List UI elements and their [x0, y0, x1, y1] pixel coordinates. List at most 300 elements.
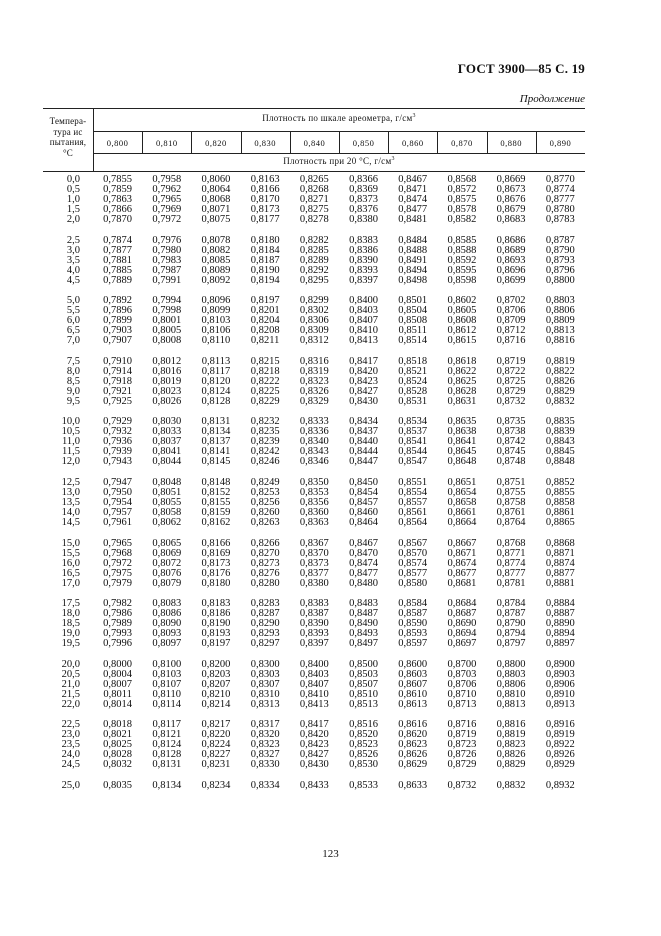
- density-cell: 0,8044: [152, 456, 182, 468]
- density-cell: 0,7954: [103, 496, 133, 508]
- density-cell: 0,8725: [496, 375, 526, 387]
- density-cell: 0,8629: [398, 759, 428, 771]
- temperature-cell: 9,0: [66, 385, 80, 397]
- temperature-cell: 23,0: [61, 729, 80, 741]
- density-cell: 0,8826: [496, 749, 526, 761]
- density-cell: 0,7939: [103, 446, 133, 458]
- density-cell: 0,8148: [201, 476, 231, 488]
- row-group: [43, 599, 585, 649]
- density-cell: 0,8608: [447, 315, 477, 327]
- density-cell: 0,8694: [447, 628, 477, 640]
- density-cell: 0,8235: [250, 426, 280, 438]
- density-cell: 0,8265: [299, 174, 329, 185]
- density-cell: 0,8190: [250, 264, 280, 276]
- density-cell: 0,8819: [545, 355, 575, 367]
- density-cell: 0,7989: [103, 618, 133, 630]
- temperature-cell: 5,0: [66, 295, 80, 307]
- density-cell: 0,8163: [250, 174, 280, 185]
- density-cell: 0,8661: [447, 506, 477, 518]
- density-cell: 0,8092: [201, 274, 231, 286]
- density-cell: 0,8340: [299, 436, 329, 448]
- density-cell: 0,8007: [103, 678, 133, 690]
- density-cell: 0,8440: [349, 436, 378, 448]
- temperature-cell: 18,0: [61, 608, 80, 620]
- density-cell: 0,8501: [398, 295, 428, 307]
- density-cell: 0,8816: [545, 335, 575, 347]
- density-cell: 0,8217: [201, 719, 231, 731]
- density-cell: 0,8477: [349, 567, 378, 579]
- density-cell: 0,8016: [152, 365, 182, 377]
- temperature-cell: 10,0: [61, 416, 80, 428]
- temperature-cell: 16,0: [61, 557, 80, 569]
- density-cell: 0,8806: [496, 678, 526, 690]
- density-cell: 0,8303: [250, 668, 280, 680]
- density-cell: 0,8297: [250, 638, 280, 650]
- table-header: [43, 108, 585, 172]
- temperature-cell: 7,5: [66, 355, 80, 367]
- density-cell: 0,8881: [545, 577, 575, 589]
- table-body: [43, 175, 585, 802]
- temperature-cell: 3,0: [66, 244, 80, 256]
- page-header-title: ГОСТ 3900—85 С. 19: [457, 61, 585, 76]
- density-cell: 0,8633: [398, 779, 428, 791]
- density-cell: 0,8491: [398, 254, 428, 266]
- density-cell: 0,8858: [545, 496, 575, 508]
- density-cell: 0,8593: [398, 628, 428, 640]
- row-group: [43, 357, 585, 407]
- density-cell: 0,8295: [299, 274, 329, 286]
- density-cell: 0,8215: [250, 355, 280, 367]
- density-cell: 0,8903: [545, 668, 575, 680]
- density-cell: 0,7907: [103, 335, 133, 347]
- density-cell: 0,8403: [349, 305, 378, 317]
- density-cell: 0,8654: [447, 486, 477, 498]
- density-cell: 0,7976: [152, 234, 182, 246]
- density-cell: 0,8110: [201, 335, 231, 347]
- density-cell: 0,8819: [496, 729, 526, 741]
- temperature-cell: 20,5: [61, 668, 80, 680]
- density-cell: 0,8537: [398, 426, 428, 438]
- density-cell: 0,8467: [398, 174, 428, 185]
- density-cell: 0,8292: [299, 264, 329, 276]
- density-cell: 0,8600: [398, 658, 428, 670]
- density-cell: 0,8751: [496, 476, 526, 488]
- density-cell: 0,8887: [545, 608, 575, 620]
- density-cell: 0,8615: [447, 335, 477, 347]
- density-cell: 0,8197: [201, 638, 231, 650]
- density-cell: 0,8018: [103, 719, 133, 731]
- density-cell: 0,8823: [496, 739, 526, 751]
- density-cell: 0,8919: [545, 729, 575, 741]
- row-group: [43, 660, 585, 710]
- temperature-cell: 2,0: [66, 214, 80, 225]
- density-cell: 0,8580: [398, 577, 428, 589]
- density-cell: 0,7965: [103, 537, 133, 549]
- density-cell: 0,8086: [152, 608, 182, 620]
- density-cell: 0,7986: [103, 608, 133, 620]
- density-cell: 0,8702: [496, 295, 526, 307]
- density-cell: 0,8796: [545, 264, 575, 276]
- density-cell: 0,8246: [250, 456, 280, 468]
- density-cell: 0,8211: [250, 335, 280, 347]
- density-cell: 0,8521: [398, 365, 428, 377]
- density-column-header: 0,850: [352, 138, 375, 148]
- density-cell: 0,8210: [201, 688, 231, 700]
- density-cell: 0,8023: [152, 385, 182, 397]
- density-cell: 0,8574: [398, 557, 428, 569]
- density-cell: 0,7994: [152, 295, 182, 307]
- density-cell: 0,8874: [545, 557, 575, 569]
- density-cell: 0,8669: [496, 174, 526, 185]
- table-row: [43, 518, 585, 528]
- density-cell: 0,8790: [545, 244, 575, 256]
- density-cell: 0,8544: [398, 446, 428, 458]
- density-cell: 0,8360: [299, 506, 329, 518]
- density-cell: 0,8871: [545, 547, 575, 559]
- density-cell: 0,8732: [447, 779, 477, 791]
- density-cell: 0,8184: [250, 244, 280, 256]
- density-cell: 0,7881: [103, 254, 133, 266]
- table-row: [43, 700, 585, 710]
- density-cell: 0,8393: [349, 264, 378, 276]
- density-cell: 0,8787: [496, 608, 526, 620]
- temperature-cell: 1,5: [66, 204, 80, 215]
- density-cell: 0,8884: [545, 598, 575, 610]
- density-cell: 0,7910: [103, 355, 133, 367]
- density-cell: 0,7993: [103, 628, 133, 640]
- density-cell: 0,8075: [201, 214, 231, 225]
- density-cell: 0,7947: [103, 476, 133, 488]
- density-cell: 0,8152: [201, 486, 231, 498]
- density-cell: 0,8561: [398, 506, 428, 518]
- density-cell: 0,8916: [545, 719, 575, 731]
- density-cell: 0,8117: [152, 719, 182, 731]
- temperature-cell: 6,5: [66, 325, 80, 337]
- density-cell: 0,8187: [250, 254, 280, 266]
- density-cell: 0,8363: [299, 516, 329, 528]
- density-cell: 0,7996: [103, 638, 133, 650]
- density-cell: 0,8676: [496, 194, 526, 205]
- density-cell: 0,7979: [103, 577, 133, 589]
- density-cell: 0,8173: [201, 557, 231, 569]
- density-cell: 0,8180: [201, 577, 231, 589]
- density-at-20-exponent: 3: [391, 156, 395, 162]
- density-cell: 0,8333: [299, 416, 329, 428]
- density-cell: 0,8169: [201, 547, 231, 559]
- density-cell: 0,8014: [103, 698, 133, 710]
- density-cell: 0,8890: [545, 618, 575, 630]
- density-cell: 0,8687: [447, 608, 477, 620]
- density-cell: 0,8498: [398, 274, 428, 286]
- density-cell: 0,8434: [349, 416, 378, 428]
- density-cell: 0,8610: [398, 688, 428, 700]
- density-cell: 0,8590: [398, 618, 428, 630]
- density-cell: 0,8334: [250, 779, 280, 791]
- density-cell: 0,8218: [250, 365, 280, 377]
- temperature-cell: 16,5: [61, 567, 80, 579]
- density-cell: 0,8689: [496, 244, 526, 256]
- table-row: [43, 781, 585, 791]
- temperature-cell: 19,0: [61, 628, 80, 640]
- density-cell: 0,8110: [152, 688, 182, 700]
- density-cell: 0,8732: [496, 395, 526, 407]
- density-cell: 0,7936: [103, 436, 133, 448]
- density-cell: 0,8224: [201, 739, 231, 751]
- density-cell: 0,8777: [496, 567, 526, 579]
- density-cell: 0,8312: [299, 335, 329, 347]
- density-cell: 0,8120: [201, 375, 231, 387]
- table-row: [43, 760, 585, 770]
- density-cell: 0,8390: [349, 254, 378, 266]
- density-cell: 0,8781: [496, 577, 526, 589]
- density-cell: 0,8000: [103, 658, 133, 670]
- density-cell: 0,8641: [447, 436, 477, 448]
- density-cell: 0,8450: [349, 476, 378, 488]
- density-cell: 0,8380: [349, 214, 378, 225]
- density-cell: 0,8060: [201, 174, 231, 185]
- density-cell: 0,8564: [398, 516, 428, 528]
- density-cell: 0,8128: [201, 395, 231, 407]
- density-cell: 0,7957: [103, 506, 133, 518]
- density-cell: 0,8107: [152, 678, 182, 690]
- density-cell: 0,8407: [349, 315, 378, 327]
- density-cell: 0,8270: [250, 547, 280, 559]
- density-cell: 0,8078: [201, 234, 231, 246]
- density-cell: 0,7962: [152, 184, 182, 195]
- density-cell: 0,8480: [349, 577, 378, 589]
- density-cell: 0,8832: [545, 395, 575, 407]
- density-cell: 0,8683: [496, 214, 526, 225]
- density-cell: 0,8513: [349, 698, 378, 710]
- density-cell: 0,8350: [299, 476, 329, 488]
- density-cell: 0,8460: [349, 506, 378, 518]
- density-cell: 0,8511: [398, 325, 427, 337]
- density-cell: 0,8113: [201, 355, 231, 367]
- temperature-cell: 19,5: [61, 638, 80, 650]
- density-cell: 0,8005: [152, 325, 182, 337]
- density-cell: 0,8330: [250, 759, 280, 771]
- density-cell: 0,8420: [299, 729, 329, 741]
- density-cell: 0,8768: [496, 537, 526, 549]
- density-cell: 0,8423: [299, 739, 329, 751]
- density-cell: 0,8742: [496, 436, 526, 448]
- row-group: [43, 417, 585, 467]
- density-cell: 0,8710: [447, 688, 477, 700]
- temperature-cell: 11,5: [62, 446, 80, 458]
- temperature-cell: 21,5: [61, 688, 80, 700]
- density-cell: 0,8225: [250, 385, 280, 397]
- density-cell: 0,8180: [250, 234, 280, 246]
- density-cell: 0,8597: [398, 638, 428, 650]
- density-cell: 0,8353: [299, 486, 329, 498]
- density-cell: 0,8319: [299, 365, 329, 377]
- density-cell: 0,8764: [496, 516, 526, 528]
- density-cell: 0,8032: [103, 759, 133, 771]
- temperature-cell: 2,5: [66, 234, 80, 246]
- row-group: [43, 539, 585, 589]
- density-cell: 0,8310: [250, 688, 280, 700]
- table-row: [43, 639, 585, 649]
- density-cell: 0,8124: [201, 385, 231, 397]
- density-cell: 0,8028: [103, 749, 133, 761]
- density-cell: 0,8541: [398, 436, 428, 448]
- density-cell: 0,8679: [496, 204, 526, 215]
- temperature-cell: 8,5: [66, 375, 80, 387]
- density-cell: 0,8019: [152, 375, 182, 387]
- density-cell: 0,8114: [152, 698, 182, 710]
- density-cell: 0,8719: [496, 355, 526, 367]
- density-cell: 0,8803: [496, 668, 526, 680]
- density-cell: 0,8797: [496, 638, 526, 650]
- temperature-cell: 25,0: [61, 779, 80, 791]
- temperature-cell: 17,0: [61, 577, 80, 589]
- density-cell: 0,8667: [447, 537, 477, 549]
- density-cell: 0,8097: [152, 638, 182, 650]
- density-cell: 0,8141: [201, 446, 231, 458]
- row-group: [43, 296, 585, 346]
- density-cell: 0,8557: [398, 496, 428, 508]
- density-cell: 0,8253: [250, 486, 280, 498]
- density-cell: 0,8420: [349, 365, 378, 377]
- density-cell: 0,8121: [152, 729, 182, 741]
- density-cell: 0,8268: [299, 184, 329, 195]
- temperature-cell: 9,5: [66, 395, 80, 407]
- density-cell: 0,8780: [545, 204, 575, 215]
- density-cell: 0,7980: [152, 244, 182, 256]
- density-cell: 0,8523: [349, 739, 378, 751]
- density-cell: 0,8894: [545, 628, 575, 640]
- temperature-cell: 22,5: [61, 719, 80, 731]
- density-cell: 0,8380: [299, 577, 329, 589]
- density-cell: 0,8835: [545, 416, 575, 428]
- hydrometer-density-header: [93, 113, 585, 123]
- density-cell: 0,8664: [447, 516, 477, 528]
- density-cell: 0,8671: [447, 547, 477, 559]
- density-cell: 0,8285: [299, 244, 329, 256]
- density-cell: 0,8134: [201, 426, 231, 438]
- density-column-header: 0,890: [549, 138, 572, 148]
- density-cell: 0,8551: [398, 476, 428, 488]
- density-cell: 0,8289: [299, 254, 329, 266]
- density-column-header: 0,860: [401, 138, 424, 148]
- hydrometer-density-exponent: 3: [412, 113, 416, 119]
- density-cell: 0,8410: [349, 325, 378, 337]
- density-cell: 0,8280: [250, 577, 280, 589]
- density-cell: 0,8100: [152, 658, 182, 670]
- temperature-cell: 12,5: [61, 476, 80, 488]
- table-row: [43, 579, 585, 589]
- density-cell: 0,8373: [299, 557, 329, 569]
- density-cell: 0,8299: [299, 295, 329, 307]
- density-cell: 0,7983: [152, 254, 182, 266]
- temperature-cell: 0,5: [66, 184, 80, 195]
- density-cell: 0,8738: [496, 426, 526, 438]
- density-cell: 0,8293: [250, 628, 280, 640]
- density-cell: 0,8474: [398, 194, 428, 205]
- density-cell: 0,8748: [496, 456, 526, 468]
- density-cell: 0,8427: [299, 749, 329, 761]
- density-cell: 0,8577: [398, 567, 428, 579]
- density-cell: 0,8145: [201, 456, 231, 468]
- density-cell: 0,8809: [545, 315, 575, 327]
- density-cell: 0,8626: [398, 749, 428, 761]
- density-cell: 0,8729: [496, 385, 526, 397]
- density-cell: 0,8103: [152, 668, 182, 680]
- density-cell: 0,8803: [545, 295, 575, 307]
- density-cell: 0,8810: [496, 688, 526, 700]
- density-cell: 0,7896: [103, 305, 133, 317]
- density-cell: 0,8271: [299, 194, 329, 205]
- density-cell: 0,7885: [103, 264, 133, 276]
- density-column-header: 0,810: [155, 138, 178, 148]
- density-cell: 0,8602: [447, 295, 477, 307]
- temperature-cell: 13,0: [61, 486, 80, 498]
- density-cell: 0,8793: [545, 254, 575, 266]
- density-at-20-label: Плотность при 20 °С, г/см: [283, 156, 392, 166]
- temperature-cell: 23,5: [61, 739, 80, 751]
- density-cell: 0,8065: [152, 537, 182, 549]
- density-cell: 0,8607: [398, 678, 428, 690]
- table-row: [43, 457, 585, 467]
- density-cell: 0,8471: [398, 184, 428, 195]
- density-cell: 0,8201: [250, 305, 280, 317]
- density-cell: 0,8278: [299, 214, 329, 225]
- density-cell: 0,8658: [447, 496, 477, 508]
- density-cell: 0,8367: [299, 537, 329, 549]
- density-cell: 0,8155: [201, 496, 231, 508]
- density-cell: 0,8584: [398, 598, 428, 610]
- density-cell: 0,8719: [447, 729, 477, 741]
- density-cell: 0,8706: [496, 305, 526, 317]
- density-cell: 0,8393: [299, 628, 329, 640]
- density-cell: 0,8524: [398, 375, 428, 387]
- density-cell: 0,8588: [447, 244, 477, 256]
- density-cell: 0,8829: [545, 385, 575, 397]
- temperature-header-line: Темпера-: [49, 116, 87, 126]
- density-cell: 0,8625: [447, 375, 477, 387]
- density-cell: 0,8134: [152, 779, 182, 791]
- row-group: [43, 478, 585, 528]
- density-cell: 0,8510: [349, 688, 378, 700]
- density-cell: 0,8494: [398, 264, 428, 276]
- density-cell: 0,8758: [496, 496, 526, 508]
- density-cell: 0,8488: [398, 244, 428, 256]
- density-cell: 0,8170: [250, 194, 280, 205]
- temperature-header-line: пытания,: [49, 137, 87, 147]
- density-cell: 0,8030: [152, 416, 182, 428]
- density-cell: 0,8929: [545, 759, 575, 771]
- density-cell: 0,8787: [545, 234, 575, 246]
- density-column-header: 0,830: [254, 138, 276, 148]
- density-cell: 0,8327: [250, 749, 280, 761]
- density-cell: 0,8106: [201, 325, 231, 337]
- density-cell: 0,8208: [250, 325, 280, 337]
- density-cell: 0,8645: [447, 446, 477, 458]
- density-cell: 0,8745: [496, 446, 526, 458]
- density-cell: 0,8631: [447, 395, 477, 407]
- density-cell: 0,8410: [299, 688, 329, 700]
- density-cell: 0,8865: [545, 516, 575, 528]
- density-cell: 0,8373: [349, 194, 378, 205]
- density-cell: 0,8620: [398, 729, 428, 741]
- density-cell: 0,8090: [152, 618, 182, 630]
- density-cell: 0,8932: [545, 779, 575, 791]
- density-cell: 0,8273: [250, 557, 280, 569]
- density-cell: 0,8117: [201, 365, 231, 377]
- density-cell: 0,8026: [152, 395, 182, 407]
- density-cell: 0,8071: [201, 204, 231, 215]
- density-cell: 0,8855: [545, 486, 575, 498]
